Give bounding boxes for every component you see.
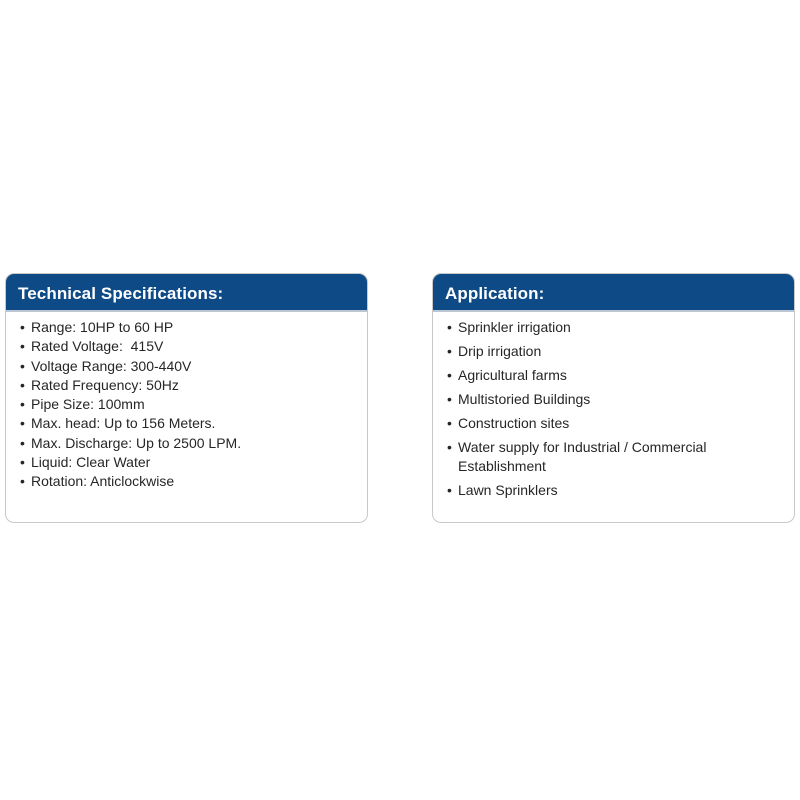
list-item [20, 376, 367, 395]
list-item [20, 337, 367, 356]
technical-specifications-header [6, 274, 367, 312]
spec-range: Range: 10HP to 60 HP [31, 319, 174, 335]
list-item [20, 357, 367, 376]
bullet-icon: • [20, 376, 25, 393]
bullet-icon: • [20, 319, 25, 335]
list-item [20, 434, 367, 453]
spec-rated-voltage: Rated Voltage: 415V [31, 338, 164, 355]
application-card [432, 273, 795, 523]
bullet-icon: • [447, 415, 452, 431]
application-list [433, 312, 794, 500]
bullet-icon: • [447, 343, 452, 359]
app-sprinkler-irrigation: Sprinkler irrigation [458, 319, 571, 335]
application-title: Application: [445, 284, 545, 303]
list-item [447, 438, 794, 476]
bullet-icon: • [20, 357, 25, 374]
spec-max-discharge: Max. Discharge: Up to 2500 LPM. [31, 434, 242, 451]
application-header [433, 274, 794, 312]
app-agricultural-farms: Agricultural farms [458, 367, 567, 383]
app-multistoried-buildings: Multistoried Buildings [458, 391, 591, 407]
spec-max-head: Max. head: Up to 156 Meters. [31, 415, 216, 432]
spec-rated-frequency: Rated Frequency: 50Hz [31, 376, 179, 393]
spec-rotation: Rotation: Anticlockwise [31, 473, 175, 490]
list-item [447, 390, 794, 409]
bullet-icon: • [20, 338, 25, 355]
app-lawn-sprinklers: Lawn Sprinklers [458, 482, 558, 498]
bullet-icon: • [20, 396, 25, 413]
app-drip-irrigation: Drip irrigation [458, 343, 542, 359]
app-construction-sites: Construction sites [458, 415, 570, 431]
bullet-icon: • [20, 454, 25, 471]
bullet-icon: • [447, 367, 452, 383]
app-water-supply: Water supply for Industrial / Commercial Establishment [458, 439, 707, 474]
bullet-icon: • [20, 473, 25, 490]
spec-voltage-range: Voltage Range: 300-440V [31, 357, 192, 374]
list-item [20, 453, 367, 472]
list-item [20, 414, 367, 433]
list-item [20, 395, 367, 414]
spec-pipe-size: Pipe Size: 100mm [31, 396, 145, 413]
bullet-icon: • [20, 434, 25, 451]
bullet-icon: • [447, 391, 452, 407]
bullet-icon: • [447, 439, 452, 455]
list-item [447, 342, 794, 361]
list-item [447, 414, 794, 433]
list-item [447, 318, 794, 337]
list-item [447, 481, 794, 500]
list-item [447, 366, 794, 385]
spec-liquid: Liquid: Clear Water [31, 454, 151, 471]
technical-specifications-title: Technical Specifications: [18, 284, 224, 303]
technical-specifications-card [5, 273, 368, 523]
bullet-icon: • [447, 482, 452, 498]
bullet-icon: • [447, 319, 452, 335]
list-item [20, 472, 367, 491]
list-item [20, 318, 367, 337]
bullet-icon: • [20, 415, 25, 432]
technical-specifications-list [6, 312, 367, 492]
